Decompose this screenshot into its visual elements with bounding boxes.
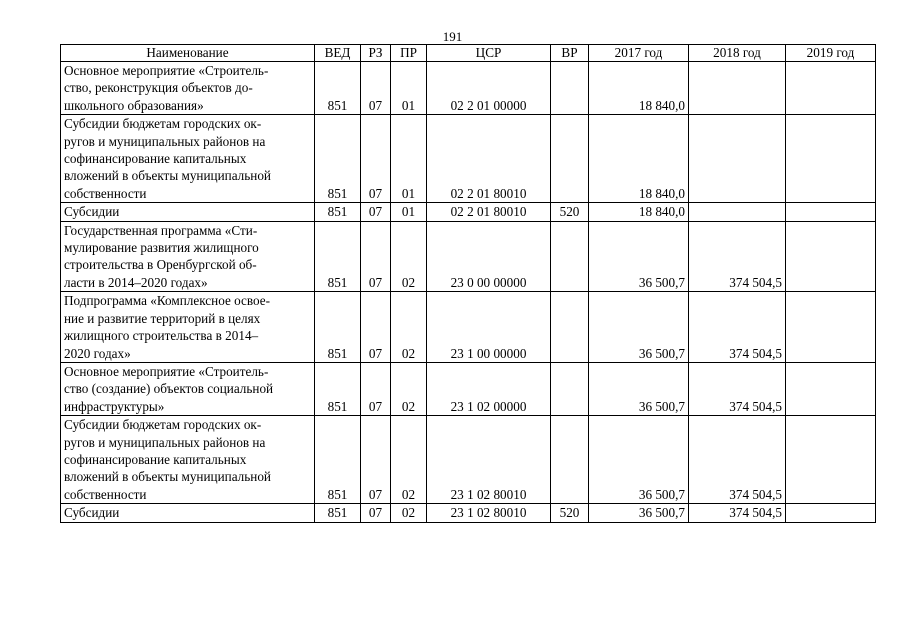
cell-name (61, 62, 315, 115)
cell-name-line: Подпрограмма «Комплексное освое- (64, 293, 271, 309)
cell-csr: 23 1 02 80010 (427, 504, 551, 522)
cell-csr: 23 0 00 00000 (427, 221, 551, 292)
table-row (61, 203, 876, 221)
cell-2019 (786, 203, 876, 221)
cell-2018: 374 504,5 (689, 221, 786, 292)
cell-name-line: Субсидии (64, 505, 120, 521)
cell-name-line: школьного образования» (64, 97, 204, 113)
cell-2017: 36 500,7 (589, 504, 689, 522)
cell-pr: 01 (391, 115, 427, 203)
cell-vr (551, 62, 589, 115)
cell-2019 (786, 416, 876, 504)
cell-name-line: собственности (64, 486, 147, 502)
cell-2019 (786, 221, 876, 292)
cell-2018: 374 504,5 (689, 416, 786, 504)
cell-vr (551, 362, 589, 415)
cell-csr: 23 1 02 00000 (427, 362, 551, 415)
cell-vr: 520 (551, 504, 589, 522)
cell-2017: 18 840,0 (589, 115, 689, 203)
cell-name-line: Основное мероприятие «Строитель- (64, 63, 269, 78)
cell-name-line: софинансирование капитальных (64, 151, 247, 167)
cell-rz: 07 (361, 115, 391, 203)
cell-2017: 36 500,7 (589, 416, 689, 504)
cell-2018 (689, 115, 786, 203)
cell-2018 (689, 203, 786, 221)
cell-2018: 374 504,5 (689, 504, 786, 522)
cell-rz: 07 (361, 504, 391, 522)
header-ved: ВЕД (315, 45, 361, 62)
cell-pr: 02 (391, 221, 427, 292)
table-row (61, 504, 876, 522)
cell-name-line: мулирование развития жилищного (64, 240, 259, 256)
page-number: 191 (442, 29, 463, 44)
cell-name-line: 2020 годах» (64, 345, 131, 361)
cell-name-line: вложений в объекты муниципальной (64, 168, 271, 184)
cell-ved: 851 (315, 362, 361, 415)
cell-2019 (786, 504, 876, 522)
cell-pr: 02 (391, 292, 427, 363)
cell-ved: 851 (315, 115, 361, 203)
cell-name-line: ласти в 2014–2020 годах» (64, 274, 208, 290)
cell-2017: 36 500,7 (589, 221, 689, 292)
cell-name-line: жилищного строительства в 2014– (64, 328, 259, 344)
cell-name (61, 292, 315, 363)
cell-ved: 851 (315, 221, 361, 292)
cell-vr (551, 292, 589, 363)
cell-ved: 851 (315, 203, 361, 221)
table-row (61, 292, 876, 363)
cell-name-line: ние и развитие территорий в целях (64, 310, 261, 326)
header-rz: РЗ (361, 45, 391, 62)
cell-2019 (786, 115, 876, 203)
cell-name-line: Субсидии бюджетам городских ок- (64, 116, 262, 132)
cell-name-line: ство, реконструкция объектов до- (64, 80, 253, 96)
header-2017: 2017 год (589, 45, 689, 62)
cell-rz: 07 (361, 203, 391, 221)
cell-ved: 851 (315, 292, 361, 363)
header-2019: 2019 год (786, 45, 876, 62)
cell-name-line: Государственная программа «Сти- (64, 222, 258, 238)
cell-2018 (689, 62, 786, 115)
cell-name-line: инфраструктуры» (64, 398, 165, 414)
cell-rz: 07 (361, 292, 391, 363)
cell-2017: 18 840,0 (589, 62, 689, 115)
header-csr: ЦСР (427, 45, 551, 62)
cell-vr (551, 115, 589, 203)
table-body (61, 62, 876, 523)
cell-2019 (786, 362, 876, 415)
cell-2018: 374 504,5 (689, 362, 786, 415)
cell-rz: 07 (361, 416, 391, 504)
cell-pr: 02 (391, 362, 427, 415)
table-row (61, 115, 876, 203)
cell-name (61, 416, 315, 504)
cell-name-line: ругов и муниципальных районов на (64, 434, 266, 450)
cell-vr (551, 221, 589, 292)
cell-name-line: ство (создание) объектов социальной (64, 381, 274, 397)
cell-vr (551, 416, 589, 504)
cell-ved: 851 (315, 62, 361, 115)
table-row (61, 62, 876, 115)
cell-name (61, 203, 315, 221)
cell-name-line: строительства в Оренбургской об- (64, 257, 257, 273)
cell-2017: 18 840,0 (589, 203, 689, 221)
cell-2019 (786, 292, 876, 363)
cell-name-line: вложений в объекты муниципальной (64, 469, 271, 485)
budget-table (60, 44, 876, 523)
cell-csr: 02 2 01 80010 (427, 203, 551, 221)
cell-2018: 374 504,5 (689, 292, 786, 363)
cell-name (61, 504, 315, 522)
cell-name-line: Субсидии бюджетам городских ок- (64, 417, 262, 433)
cell-name (61, 362, 315, 415)
cell-2017: 36 500,7 (589, 362, 689, 415)
cell-name-line: ругов и муниципальных районов на (64, 133, 266, 149)
header-pr: ПР (391, 45, 427, 62)
header-2018: 2018 год (689, 45, 786, 62)
cell-ved: 851 (315, 504, 361, 522)
header-name: Наименование (61, 45, 315, 62)
header-vr: ВР (551, 45, 589, 62)
table-row (61, 416, 876, 504)
cell-name (61, 221, 315, 292)
table-header-row (61, 45, 876, 62)
cell-ved: 851 (315, 416, 361, 504)
cell-csr: 23 1 02 80010 (427, 416, 551, 504)
cell-name (61, 115, 315, 203)
cell-rz: 07 (361, 62, 391, 115)
cell-name-line: собственности (64, 185, 147, 201)
cell-rz: 07 (361, 362, 391, 415)
cell-rz: 07 (361, 221, 391, 292)
cell-pr: 01 (391, 62, 427, 115)
cell-csr: 02 2 01 00000 (427, 62, 551, 115)
cell-name-line: Субсидии (64, 204, 120, 220)
cell-name-line: Основное мероприятие «Строитель- (64, 363, 269, 379)
cell-csr: 23 1 00 00000 (427, 292, 551, 363)
cell-pr: 02 (391, 504, 427, 522)
cell-2017: 36 500,7 (589, 292, 689, 363)
cell-2019 (786, 62, 876, 115)
table-row (61, 362, 876, 415)
table-row (61, 221, 876, 292)
cell-name-line: софинансирование капитальных (64, 451, 247, 467)
cell-csr: 02 2 01 80010 (427, 115, 551, 203)
cell-vr: 520 (551, 203, 589, 221)
cell-pr: 02 (391, 416, 427, 504)
cell-pr: 01 (391, 203, 427, 221)
